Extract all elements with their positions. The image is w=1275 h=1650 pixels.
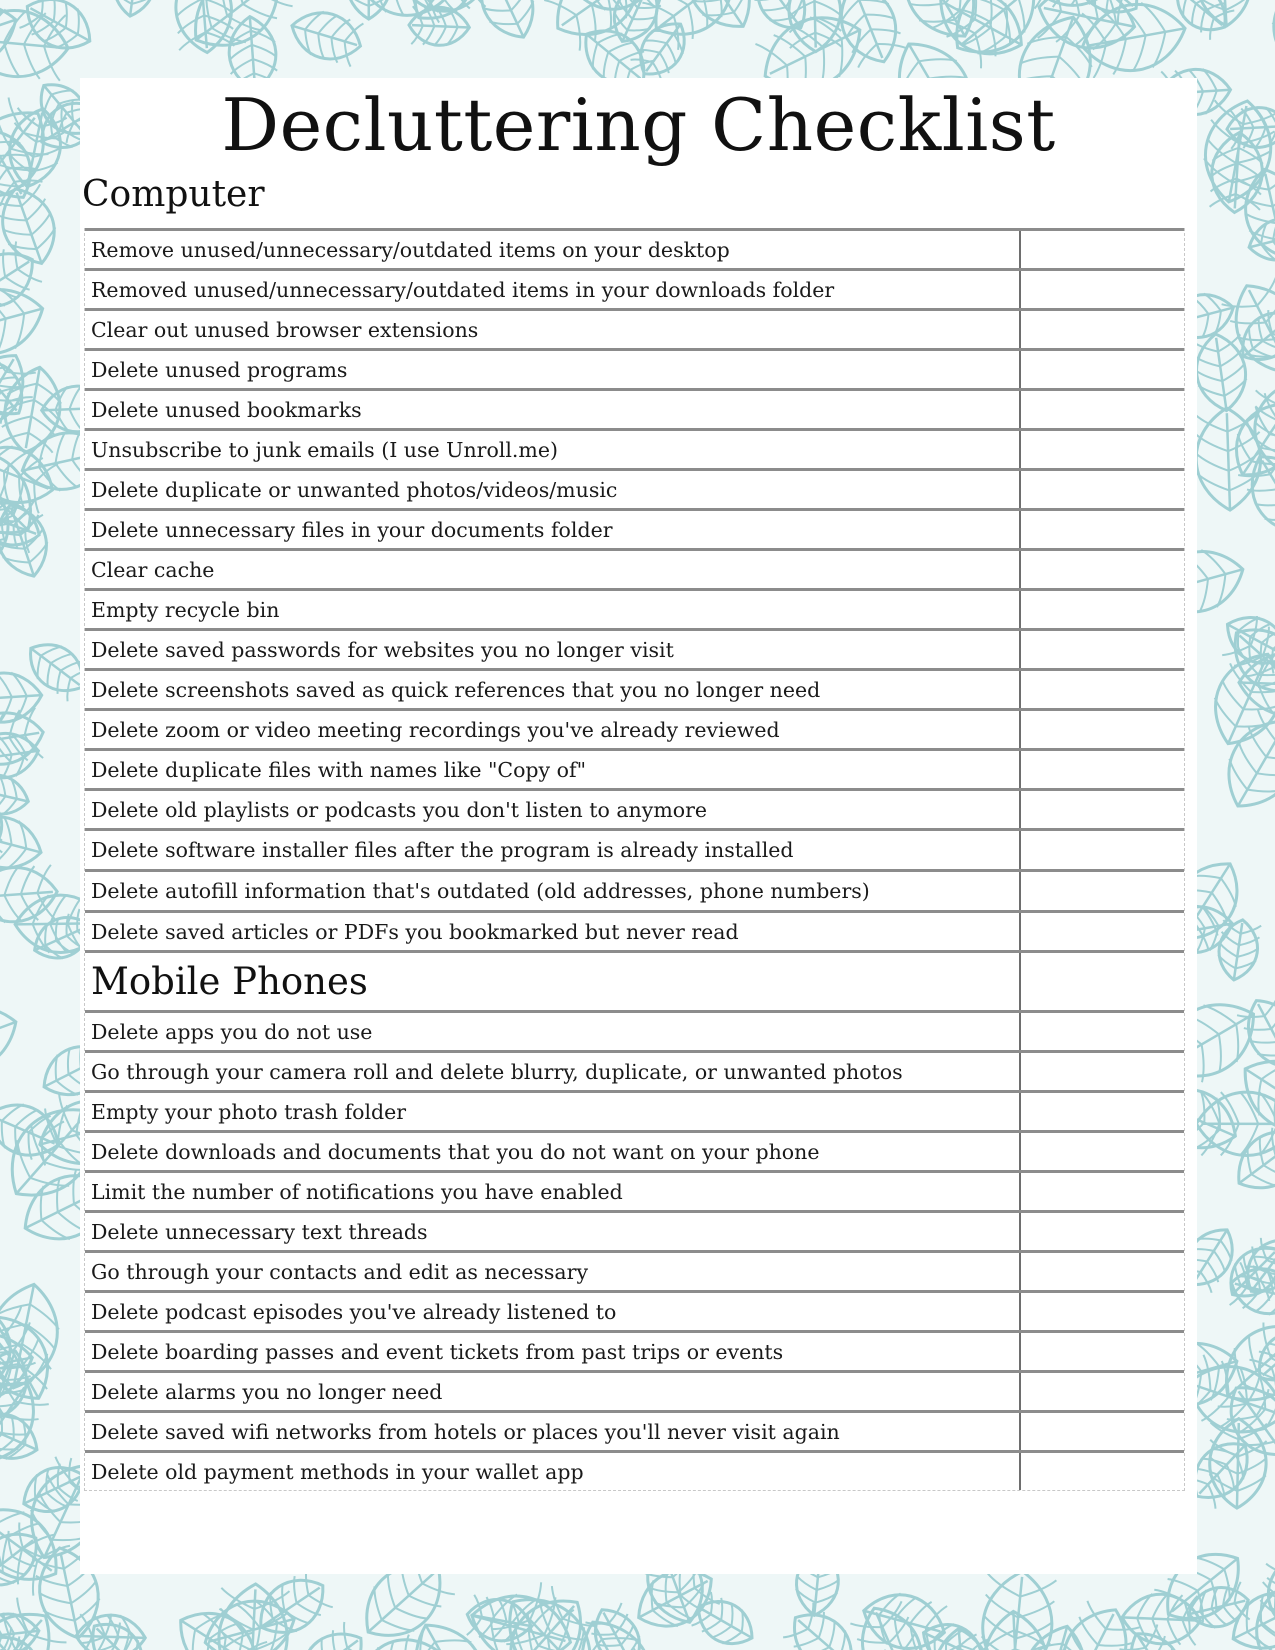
checkbox-cell[interactable] — [1021, 471, 1184, 508]
section-heading: Mobile Phones — [85, 953, 1021, 1010]
checkbox-cell[interactable] — [1021, 751, 1184, 788]
checklist-row — [85, 748, 1184, 788]
task-label: Delete duplicate files with names like "Copy of" — [85, 751, 1021, 788]
checklist-row — [85, 308, 1184, 348]
task-label: Delete saved articles or PDFs you bookmarked but never read — [85, 913, 1021, 950]
checkbox-cell[interactable] — [1021, 1413, 1184, 1450]
checkbox-cell[interactable] — [1021, 1253, 1184, 1290]
task-label: Empty recycle bin — [85, 591, 1021, 628]
task-label: Delete autofill information that's outdated (old addresses, phone numbers) — [85, 872, 1021, 910]
checkbox-cell[interactable] — [1021, 1093, 1184, 1130]
checklist-row — [85, 228, 1184, 268]
task-label: Go through your contacts and edit as necessary — [85, 1253, 1021, 1290]
checklist-row — [85, 668, 1184, 708]
checkbox-cell[interactable] — [1021, 1173, 1184, 1210]
checklist-row — [85, 788, 1184, 828]
task-label: Delete unused bookmarks — [85, 391, 1021, 428]
task-label: Limit the number of notifications you have enabled — [85, 1173, 1021, 1210]
checklist-row — [85, 348, 1184, 388]
task-label: Delete boarding passes and event tickets from past trips or events — [85, 1333, 1021, 1370]
checklist-row — [85, 708, 1184, 748]
checklist-sheet — [80, 78, 1197, 1574]
check-cell — [1021, 953, 1184, 1010]
task-label: Delete podcast episodes you've already listened to — [85, 1293, 1021, 1330]
checkbox-cell[interactable] — [1021, 511, 1184, 548]
task-label: Delete unused programs — [85, 351, 1021, 388]
checklist-row — [85, 1450, 1184, 1490]
task-label: Delete downloads and documents that you do not want on your phone — [85, 1133, 1021, 1170]
checklist-row — [85, 1170, 1184, 1210]
checkbox-cell[interactable] — [1021, 231, 1184, 268]
page-title: Decluttering Checklist — [221, 83, 1056, 167]
task-label: Delete old playlists or podcasts you don't listen to anymore — [85, 791, 1021, 828]
checklist-row — [85, 1370, 1184, 1410]
checklist-row — [85, 1090, 1184, 1130]
task-label: Clear out unused browser extensions — [85, 311, 1021, 348]
checklist-row — [85, 910, 1184, 950]
checkbox-cell[interactable] — [1021, 791, 1184, 828]
checklist-row — [85, 1010, 1184, 1050]
task-label: Delete alarms you no longer need — [85, 1373, 1021, 1410]
checkbox-cell[interactable] — [1021, 671, 1184, 708]
checklist-row — [85, 268, 1184, 308]
checkbox-cell[interactable] — [1021, 431, 1184, 468]
checkbox-cell[interactable] — [1021, 311, 1184, 348]
task-label: Clear cache — [85, 551, 1021, 588]
checkbox-cell[interactable] — [1021, 1373, 1184, 1410]
checkbox-cell[interactable] — [1021, 631, 1184, 668]
checklist-row — [85, 1210, 1184, 1250]
checkbox-cell[interactable] — [1021, 1293, 1184, 1330]
checklist-row — [85, 428, 1184, 468]
task-label: Delete saved passwords for websites you no longer visit — [85, 631, 1021, 668]
checklist-table — [84, 228, 1185, 1491]
checkbox-cell[interactable] — [1021, 1333, 1184, 1370]
task-label: Delete unnecessary text threads — [85, 1213, 1021, 1250]
checklist-row — [85, 1050, 1184, 1090]
task-label: Empty your photo trash folder — [85, 1093, 1021, 1130]
checklist-row — [85, 1250, 1184, 1290]
checklist-row — [85, 388, 1184, 428]
checklist-row — [85, 508, 1184, 548]
checkbox-cell[interactable] — [1021, 1133, 1184, 1170]
checklist-row — [85, 1290, 1184, 1330]
checkbox-cell[interactable] — [1021, 551, 1184, 588]
checklist-row — [85, 1330, 1184, 1370]
checkbox-cell[interactable] — [1021, 913, 1184, 950]
checklist-row — [85, 628, 1184, 668]
checkbox-cell[interactable] — [1021, 1013, 1184, 1050]
task-label: Delete old payment methods in your wallet app — [85, 1453, 1021, 1490]
checkbox-cell[interactable] — [1021, 391, 1184, 428]
task-label: Delete apps you do not use — [85, 1013, 1021, 1050]
task-label: Delete saved wifi networks from hotels or places you'll never visit again — [85, 1413, 1021, 1450]
checkbox-cell[interactable] — [1021, 271, 1184, 308]
checklist-row — [85, 588, 1184, 628]
checklist-row — [85, 869, 1184, 910]
checklist-row — [85, 1130, 1184, 1170]
section-heading-row — [85, 950, 1184, 1010]
section-heading-computer: Computer — [82, 174, 265, 215]
checklist-row — [85, 828, 1184, 869]
checkbox-cell[interactable] — [1021, 351, 1184, 388]
checkbox-cell[interactable] — [1021, 711, 1184, 748]
task-label: Delete unnecessary files in your documents folder — [85, 511, 1021, 548]
task-label: Delete zoom or video meeting recordings you've already reviewed — [85, 711, 1021, 748]
task-label: Go through your camera roll and delete blurry, duplicate, or unwanted photos — [85, 1053, 1021, 1090]
checklist-row — [85, 1410, 1184, 1450]
task-label: Delete screenshots saved as quick references that you no longer need — [85, 671, 1021, 708]
checkbox-cell[interactable] — [1021, 591, 1184, 628]
checkbox-cell[interactable] — [1021, 1453, 1184, 1490]
task-label: Remove unused/unnecessary/outdated items on your desktop — [85, 231, 1021, 268]
task-label: Removed unused/unnecessary/outdated items in your downloads folder — [85, 271, 1021, 308]
task-label: Delete software installer files after the program is already installed — [85, 831, 1021, 869]
task-label: Unsubscribe to junk emails (I use Unroll.me) — [85, 431, 1021, 468]
checkbox-cell[interactable] — [1021, 1213, 1184, 1250]
checkbox-cell[interactable] — [1021, 831, 1184, 869]
checkbox-cell[interactable] — [1021, 872, 1184, 910]
task-label: Delete duplicate or unwanted photos/videos/music — [85, 471, 1021, 508]
checklist-row — [85, 548, 1184, 588]
checkbox-cell[interactable] — [1021, 1053, 1184, 1090]
checklist-row — [85, 468, 1184, 508]
